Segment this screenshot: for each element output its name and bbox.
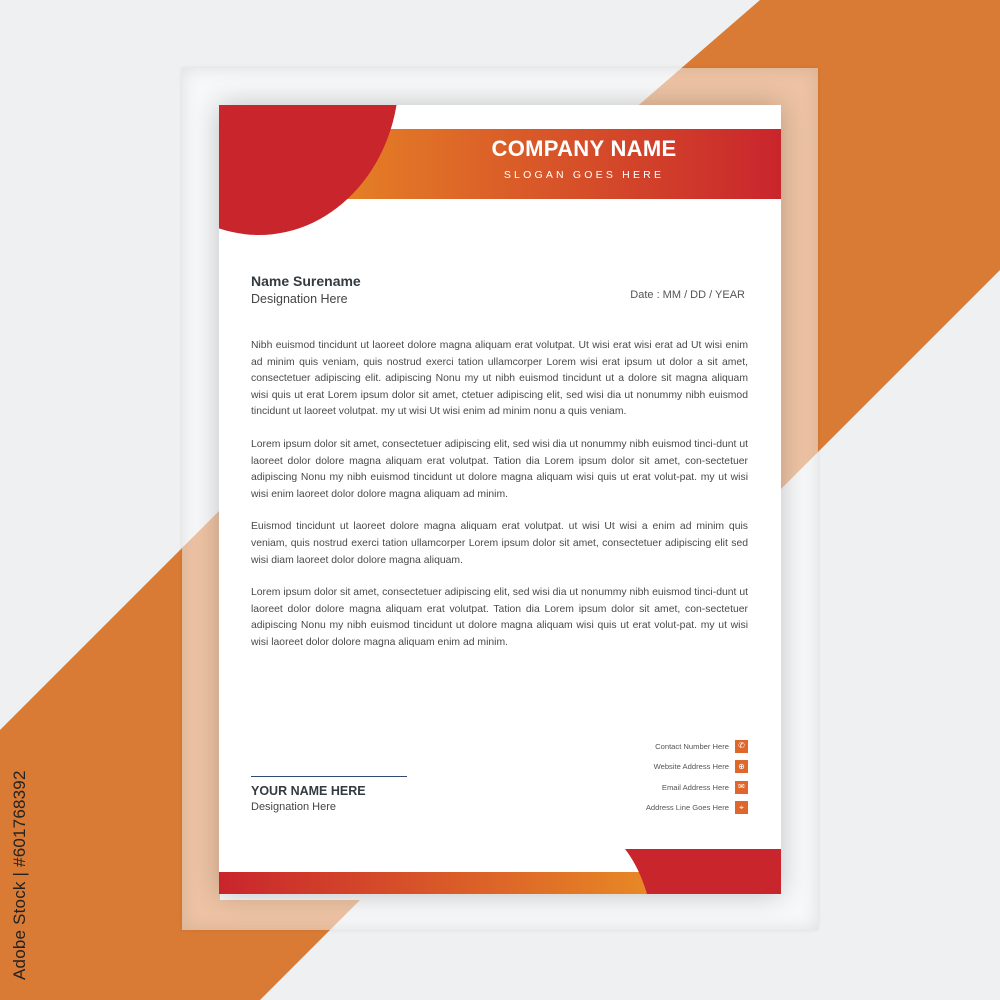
letter-date: Date : MM / DD / YEAR [630, 289, 745, 301]
email-icon: ✉ [735, 781, 748, 794]
company-slogan: SLOGAN GOES HERE [503, 169, 665, 181]
phone-icon: ✆ [735, 740, 748, 753]
body-paragraph: Lorem ipsum dolor sit amet, consectetuer adipiscing elit, sed wisi dia ut nonummy nibh euismod tinci-dunt ut laoreet dolor dolore magna aliquam erat volutpat. Tation dia Lorem ipsum dolor sit amet, con-sectetuer adipiscing Nonu my nibh euismod tincidunt ut dolore magna aliquam wisi quis ut erat volut-pat. my ut wisi wisi laoreet dolor dolore magna aliquam enim ad minim. [251, 587, 748, 648]
contact-row-website [646, 760, 748, 774]
email-address-label: Email Address Here [661, 782, 729, 792]
stock-watermark-id: Adobe Stock | #601768392 [10, 770, 29, 980]
recipient-name: Name Surename [251, 273, 361, 289]
signature-designation: Designation Here [251, 801, 336, 813]
signature-name: YOUR NAME HERE [251, 784, 366, 798]
contact-info-list [646, 739, 748, 821]
contact-row-address [646, 801, 748, 815]
footer-gradient-bar [219, 872, 659, 894]
letterhead-sheet [219, 105, 781, 894]
contact-number-label: Contact Number Here [655, 741, 729, 751]
contact-row-email [646, 780, 748, 794]
website-address-label: Website Address Here [653, 762, 729, 771]
body-paragraph: Lorem ipsum dolor sit amet, consectetuer adipiscing elit, sed wisi dia ut nonummy nibh euismod tinci-dunt ut laoreet dolor dolore magna aliquam erat volutpat. Tation dia Lorem ipsum dolor sit amet, con-sectetuer adipiscing Nonu my nibh euismod tincidunt ut dolore magna aliquam wisi quis ut erat volut-pat. my ut wisi wisi enim laoreet dolor dolore magna aliquam ad minim. [251, 438, 748, 500]
location-pin-icon: ⌖ [735, 801, 748, 814]
body-paragraph: Nibh euismod tincidunt ut laoreet dolore magna aliquam erat volutpat. Ut wisi erat wisi erat ad Ut wisi enim ad minim quis veniam, quis nostrud exerci tation ullamcorper Lorem wisi erat ipsum ut dolor a sit amet, consectetuer adipiscing elit. adipiscing Nonu my ut nibh euismod tincidunt ut a dolore sit magna aliquam wisi quis ut erat Lorem ipsum dolor sit amet, ctetuer adipiscing elit, sed wisi dia ut nonummy nibh euismod tincidunt ut laoreet volutpat. my ut wisi Ut wisi enim ad minim nonu a quis veniam. [251, 340, 748, 418]
body-paragraph: Euismod tincidunt ut laoreet dolore magna aliquam erat volutpat. ut wisi Ut wisi a enim ad minim quis veniam, quis nostrud exerci tation ullamcorper Lorem ipsum dolor sit amet, consectetuer adipiscing elit sed wisi diam laoreet dolor dolore magna aliquam. [251, 521, 748, 566]
recipient-designation: Designation Here [251, 292, 348, 306]
letter-body [251, 338, 748, 668]
globe-icon: ⊕ [735, 760, 748, 773]
footer-banner [219, 845, 781, 894]
signature-line [251, 776, 407, 777]
company-name: COMPANY NAME [491, 136, 677, 161]
address-line-label: Address Line Goes Here [645, 803, 729, 812]
contact-row-phone [646, 739, 748, 753]
footer-corner-shape [625, 849, 781, 894]
